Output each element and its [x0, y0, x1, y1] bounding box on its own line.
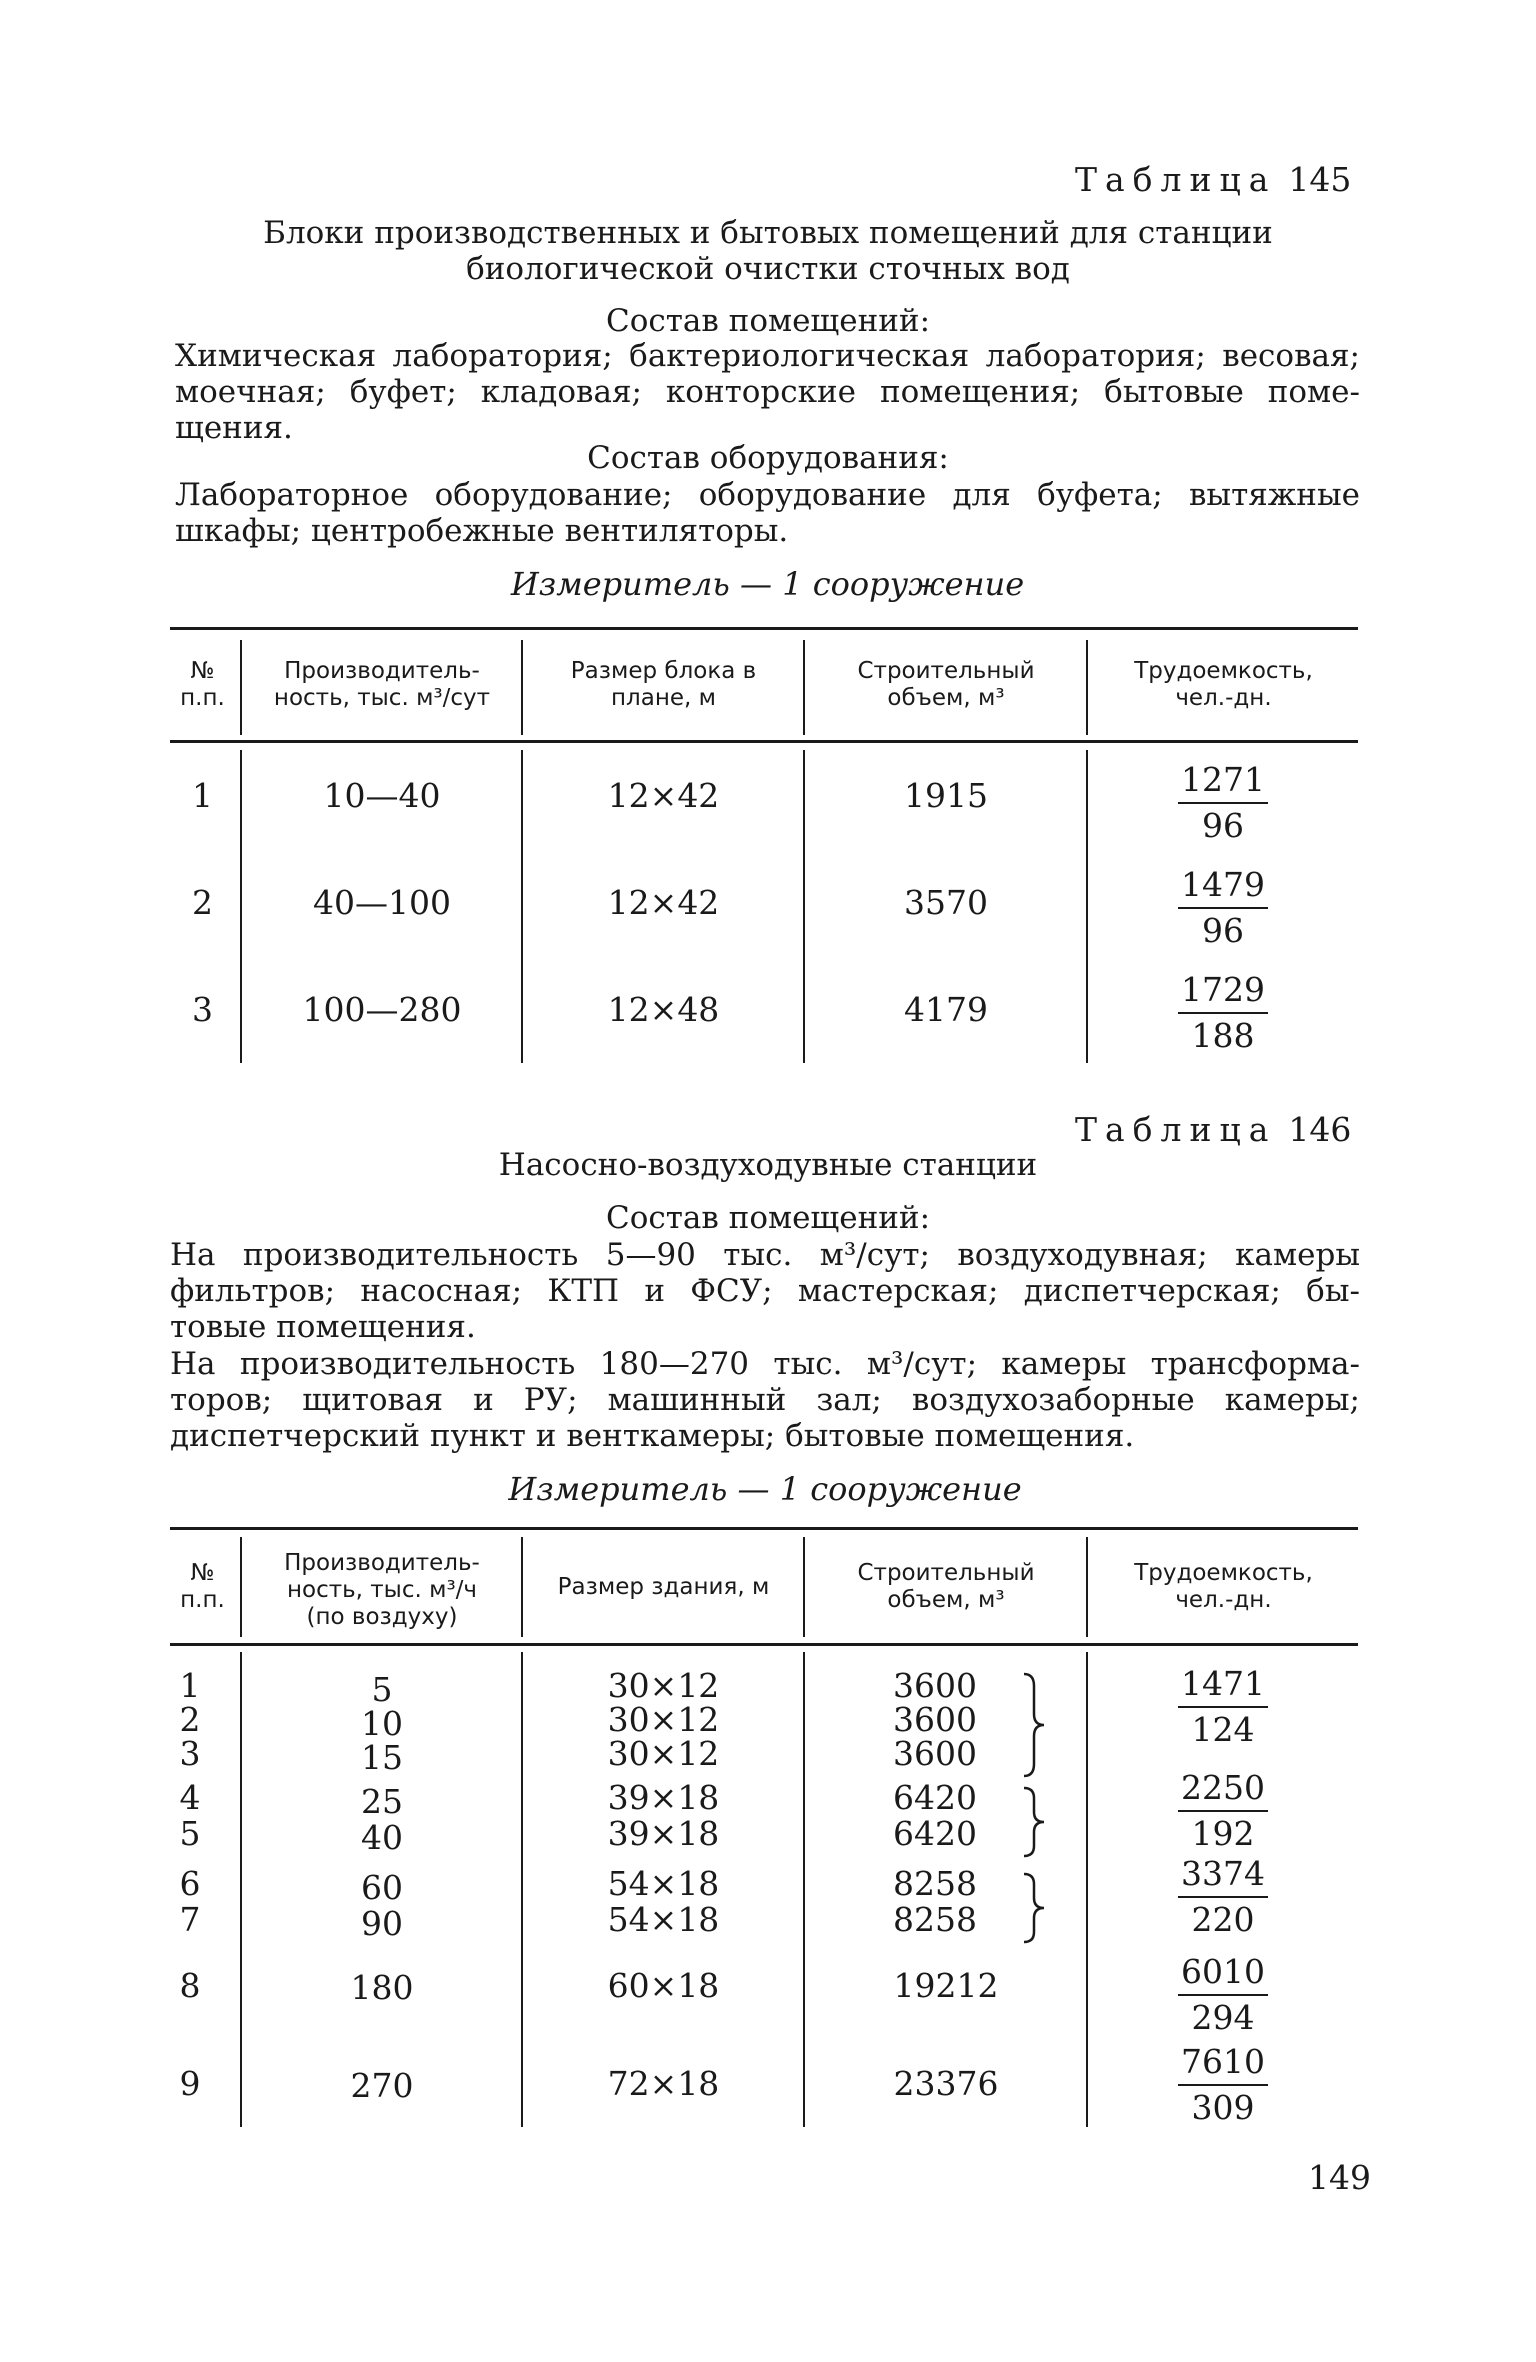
- cell-size: 72×18: [607, 2064, 720, 2103]
- cell-size: 54×18: [607, 1864, 720, 1903]
- fraction-numerator: 1479: [1181, 865, 1265, 904]
- header-block-size: Размер блока в плане, м: [570, 658, 757, 711]
- header-volume: Строительный объем, м³: [857, 658, 1035, 711]
- cell-number: 7: [179, 1900, 201, 1939]
- cell-capacity: 10: [361, 1704, 403, 1743]
- column-divider: [1086, 1537, 1088, 1637]
- header-capacity: Производитель- ность, тыс. м³/ч (по воздуху): [284, 1550, 480, 1630]
- cell-capacity: 10—40: [323, 776, 441, 815]
- fraction-denominator: 309: [1191, 2088, 1255, 2127]
- paragraph-line: фильтров; насосная; КТП и ФСУ; мастерская; диспетчерская; бы-: [170, 1273, 1360, 1309]
- cell-capacity: 270: [350, 2066, 414, 2105]
- column-divider: [240, 1537, 242, 1637]
- header-labor: Трудоемкость, чел.-дн.: [1134, 1560, 1313, 1613]
- column-divider: [1086, 750, 1088, 1063]
- labor-fraction: [1178, 1952, 1268, 2038]
- labor-fraction: [1178, 2042, 1268, 2128]
- fraction-denominator: 188: [1191, 1016, 1255, 1055]
- cell-capacity: 40—100: [313, 883, 451, 922]
- column-divider: [803, 1652, 805, 2127]
- column-divider: [240, 750, 242, 1063]
- cell-volume: 8258: [893, 1864, 977, 1903]
- fraction-numerator: 1471: [1181, 1664, 1265, 1703]
- cell-capacity: 100—280: [302, 990, 462, 1029]
- fraction-numerator: 1729: [1181, 970, 1265, 1009]
- paragraph-line: товые помещения.: [170, 1309, 476, 1345]
- paragraph-line: моечная; буфет; кладовая; конторские помещения; бытовые поме-: [175, 374, 1360, 410]
- cell-capacity: 15: [361, 1738, 403, 1777]
- table-label-word: Таблица: [1075, 1110, 1277, 1149]
- cell-number: 4: [179, 1778, 201, 1817]
- unit-of-measure: Измеритель — 1 сооружение: [510, 565, 1025, 603]
- table-145-title: [68, 215, 1468, 287]
- fraction-denominator: 192: [1191, 1814, 1255, 1853]
- paragraph-line: Химическая лаборатория; бактериологическая лаборатория; весовая;: [175, 338, 1360, 374]
- rooms-heading: Состав помещений:: [605, 303, 931, 339]
- paragraph-line: На производительность 5—90 тыс. м³/сут; воздуходувная; камеры: [170, 1237, 1360, 1273]
- cell-capacity: 25: [361, 1782, 403, 1821]
- header-volume: Строительный объем, м³: [857, 1560, 1035, 1613]
- cell-volume: 1915: [904, 776, 988, 815]
- fraction-numerator: 7610: [1181, 2042, 1265, 2081]
- cell-size: 54×18: [607, 1900, 720, 1939]
- header-number: № п.п.: [180, 1560, 225, 1613]
- fraction-bar: [1178, 1706, 1268, 1708]
- column-divider: [803, 1537, 805, 1637]
- rooms-paragraph-1: [170, 1237, 1360, 1345]
- fraction-bar: [1178, 1810, 1268, 1812]
- cell-volume: 23376: [893, 2064, 999, 2103]
- cell-size: 30×12: [607, 1666, 720, 1705]
- table-146-label: [1075, 1110, 1351, 1149]
- cell-volume: 8258: [893, 1900, 977, 1939]
- cell-volume: 3600: [893, 1700, 977, 1739]
- cell-number: 2: [179, 1700, 201, 1739]
- unit-of-measure: Измеритель — 1 сооружение: [508, 1470, 1022, 1508]
- table-number: 145: [1288, 160, 1352, 199]
- cell-capacity: 60: [361, 1868, 403, 1907]
- cell-volume: 6420: [893, 1778, 977, 1817]
- page-number: 149: [1308, 2158, 1371, 2197]
- fraction-bar: [1178, 2084, 1268, 2086]
- cell-volume: 3600: [893, 1734, 977, 1773]
- labor-fraction: [1178, 865, 1268, 951]
- table-top-rule: [170, 1527, 1358, 1530]
- cell-volume: 3570: [904, 883, 988, 922]
- paragraph-line: диспетчерский пункт и венткамеры; бытовые помещения.: [170, 1418, 1135, 1454]
- fraction-denominator: 220: [1191, 1900, 1255, 1939]
- rooms-paragraph: [175, 338, 1360, 446]
- cell-volume: 4179: [904, 990, 988, 1029]
- column-divider: [521, 1537, 523, 1637]
- cell-number: 1: [192, 776, 213, 815]
- header-building-size: Размер здания, м: [557, 1574, 770, 1600]
- labor-fraction: [1178, 1854, 1268, 1940]
- cell-size: 12×42: [607, 883, 720, 922]
- column-divider: [1086, 1652, 1088, 2127]
- cell-number: 3: [179, 1734, 201, 1773]
- labor-fraction: [1178, 1664, 1268, 1750]
- labor-fraction: [1178, 1768, 1268, 1854]
- cell-capacity: 5: [371, 1670, 393, 1709]
- column-divider: [240, 640, 242, 735]
- table-label-word: Таблица: [1075, 160, 1277, 199]
- cell-size: 39×18: [607, 1814, 720, 1853]
- cell-number: 1: [179, 1666, 201, 1705]
- column-divider: [521, 750, 523, 1063]
- fraction-denominator: 96: [1202, 806, 1244, 845]
- fraction-numerator: 3374: [1181, 1854, 1265, 1893]
- fraction-bar: [1178, 1994, 1268, 1996]
- title-line: биологической очистки сточных вод: [466, 251, 1070, 287]
- brace-group-1-3: [1020, 1672, 1050, 1778]
- title-line: Блоки производственных и бытовых помещений для станции: [263, 215, 1273, 251]
- column-divider: [521, 640, 523, 735]
- paragraph-line: торов; щитовая и РУ; машинный зал; воздухозаборные камеры;: [170, 1382, 1360, 1418]
- cell-number: 9: [179, 2064, 201, 2103]
- cell-volume: 3600: [893, 1666, 977, 1705]
- paragraph-line: щения.: [175, 410, 293, 446]
- cell-size: 39×18: [607, 1778, 720, 1817]
- cell-size: 30×12: [607, 1700, 720, 1739]
- cell-number: 2: [192, 883, 213, 922]
- cell-size: 30×12: [607, 1734, 720, 1773]
- cell-number: 8: [179, 1966, 201, 2005]
- column-divider: [240, 1652, 242, 2127]
- cell-capacity: 40: [361, 1818, 403, 1857]
- fraction-numerator: 1271: [1181, 760, 1265, 799]
- labor-fraction: [1178, 970, 1268, 1056]
- fraction-bar: [1178, 907, 1268, 909]
- rooms-paragraph-2: [170, 1346, 1360, 1454]
- brace-group-6-7: [1020, 1872, 1050, 1944]
- header-labor: Трудоемкость, чел.-дн.: [1134, 658, 1313, 711]
- rooms-heading: Состав помещений:: [605, 1200, 931, 1236]
- cell-volume: 6420: [893, 1814, 977, 1853]
- cell-number: 5: [179, 1814, 201, 1853]
- cell-volume: 19212: [893, 1966, 999, 2005]
- cell-number: 3: [192, 990, 213, 1029]
- fraction-bar: [1178, 802, 1268, 804]
- header-capacity: Производитель- ность, тыс. м³/сут: [273, 658, 491, 711]
- table-number: 146: [1288, 1110, 1352, 1149]
- table-146-title: Насосно-воздуходувные станции: [498, 1147, 1038, 1183]
- column-divider: [803, 640, 805, 735]
- table-header-rule: [170, 740, 1358, 743]
- equipment-heading: Состав оборудования:: [587, 440, 949, 476]
- table-145-label: [1075, 160, 1351, 199]
- table-top-rule: [170, 627, 1358, 630]
- cell-size: 12×42: [607, 776, 720, 815]
- cell-size: 12×48: [607, 990, 720, 1029]
- table-header-rule: [170, 1643, 1358, 1646]
- fraction-numerator: 2250: [1181, 1768, 1265, 1807]
- column-divider: [1086, 640, 1088, 735]
- cell-number: 6: [179, 1864, 201, 1903]
- labor-fraction: [1178, 760, 1268, 846]
- equipment-paragraph: [175, 477, 1360, 549]
- cell-capacity: 180: [350, 1968, 414, 2007]
- column-divider: [521, 1652, 523, 2127]
- fraction-bar: [1178, 1012, 1268, 1014]
- cell-capacity: 90: [361, 1904, 403, 1943]
- fraction-bar: [1178, 1896, 1268, 1898]
- brace-group-4-5: [1020, 1786, 1050, 1858]
- column-divider: [803, 750, 805, 1063]
- fraction-numerator: 6010: [1181, 1952, 1265, 1991]
- paragraph-line: На производительность 180—270 тыс. м³/сут; камеры трансформа-: [170, 1346, 1360, 1382]
- paragraph-line: шкафы; центробежные вентиляторы.: [175, 513, 789, 549]
- paragraph-line: Лабораторное оборудование; оборудование для буфета; вытяжные: [175, 477, 1360, 513]
- cell-size: 60×18: [607, 1966, 720, 2005]
- fraction-denominator: 294: [1191, 1998, 1255, 2037]
- fraction-denominator: 124: [1191, 1710, 1255, 1749]
- fraction-denominator: 96: [1202, 911, 1244, 950]
- header-number: № п.п.: [180, 658, 225, 711]
